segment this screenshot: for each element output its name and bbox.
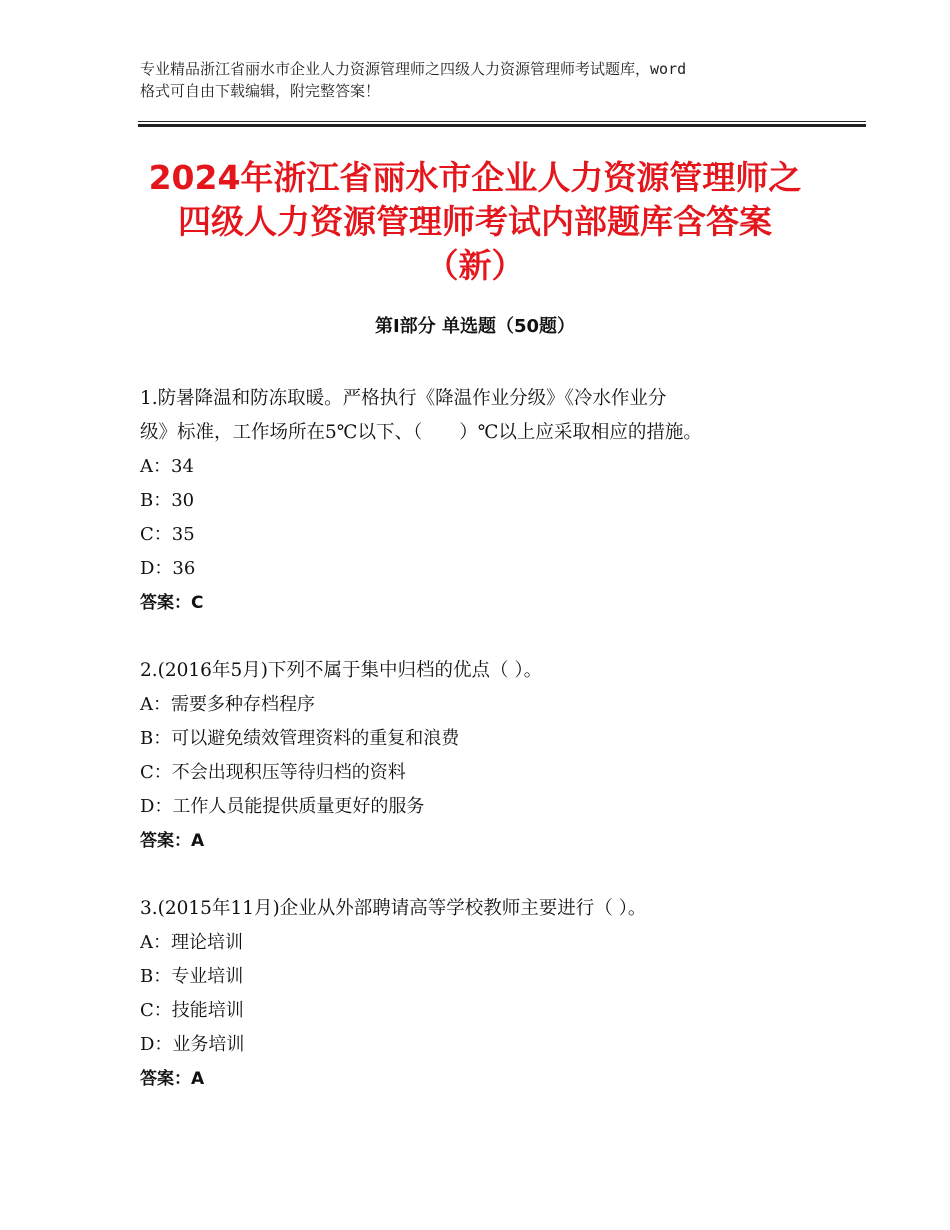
document-title	[100, 156, 850, 288]
question-2	[140, 654, 820, 858]
option-d: D：业务培训	[140, 1034, 245, 1055]
option-a: A：需要多种存档程序	[140, 694, 315, 715]
title-line-3: （新）	[425, 246, 525, 285]
question-stem: 3.(2015年11月)企业从外部聘请高等学校教师主要进行（ ）。	[140, 898, 647, 919]
option-a: A：34	[140, 456, 194, 477]
answer: 答案：A	[140, 831, 205, 851]
question-stem-continued: 级》标准，工作场所在5℃以下、（ ）℃以上应采取相应的措施。	[140, 422, 702, 443]
question-3	[140, 892, 820, 1096]
header-note	[140, 58, 820, 102]
question-list	[140, 382, 820, 1130]
question-stem: 1.防暑降温和防冻取暖。严格执行《降温作业分级》《冷水作业分	[140, 388, 667, 409]
option-c: C：技能培训	[140, 1000, 244, 1021]
option-b: B：30	[140, 490, 195, 511]
header-divider-thick	[138, 124, 866, 127]
question-1	[140, 382, 820, 620]
header-note-line-2: 格式可自由下载编辑，附完整答案！	[140, 82, 381, 100]
title-line-2: 四级人力资源管理师考试内部题库含答案	[178, 202, 772, 241]
option-d: D：工作人员能提供质量更好的服务	[140, 796, 425, 817]
option-b: B：专业培训	[140, 966, 244, 987]
header-divider-thin	[138, 121, 866, 122]
header-note-line-1: 专业精品浙江省丽水市企业人力资源管理师之四级人力资源管理师考试题库，word	[140, 60, 687, 78]
option-d: D：36	[140, 558, 196, 579]
answer: 答案：C	[140, 593, 204, 613]
answer: 答案：A	[140, 1069, 205, 1089]
option-c: C：35	[140, 524, 195, 545]
title-line-1: 2024年浙江省丽水市企业人力资源管理师之	[148, 158, 802, 197]
section-heading: 第Ⅰ部分 单选题（50题）	[374, 316, 575, 337]
question-stem: 2.(2016年5月)下列不属于集中归档的优点（ ）。	[140, 660, 543, 681]
option-a: A：理论培训	[140, 932, 243, 953]
option-b: B：可以避免绩效管理资料的重复和浪费	[140, 728, 460, 749]
option-c: C：不会出现积压等待归档的资料	[140, 762, 406, 783]
